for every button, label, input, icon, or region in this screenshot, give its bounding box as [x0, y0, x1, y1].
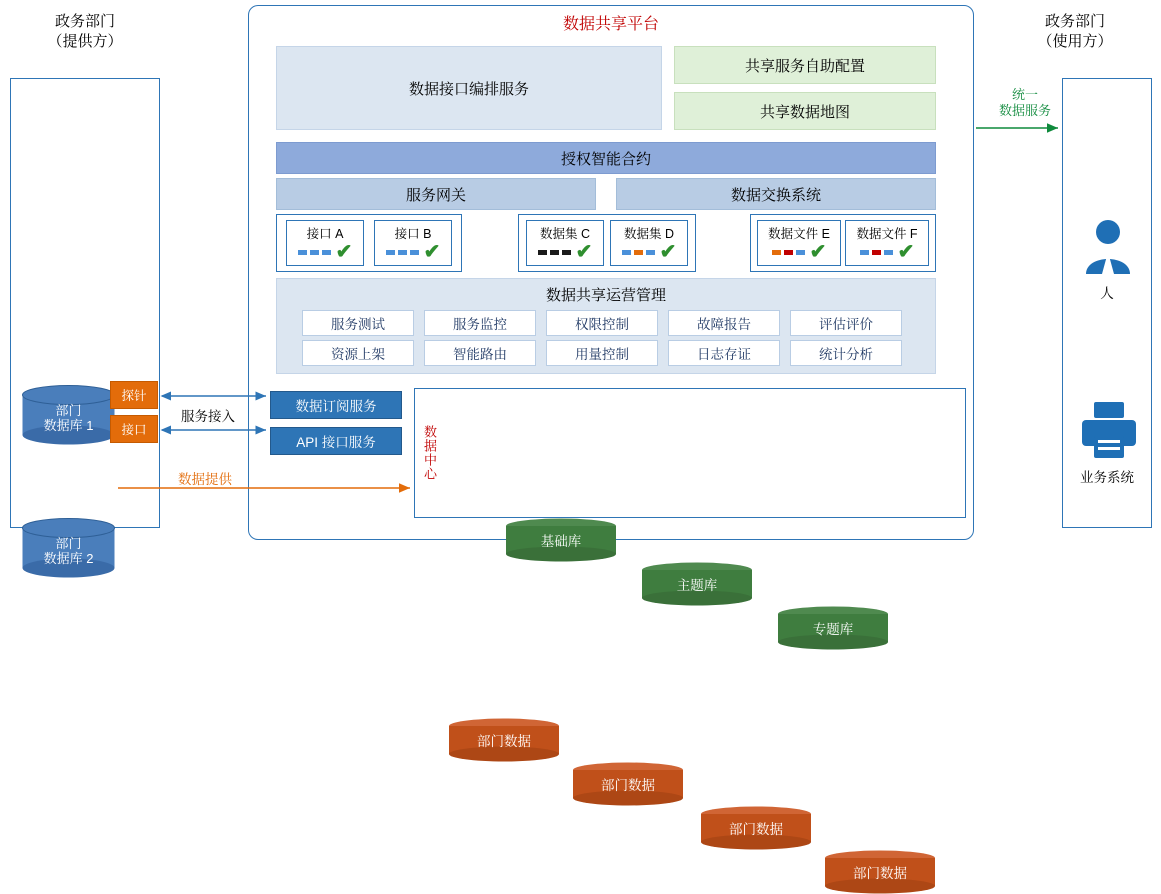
- ops-cell-usage-control[interactable]: 用量控制: [546, 340, 658, 366]
- check-icon: ✔: [809, 241, 827, 263]
- special-store-cylinder: [777, 606, 889, 650]
- orchestration-service-box: 数据接口编排服务: [276, 46, 662, 130]
- theme-store-label: 主题库: [676, 578, 718, 593]
- dash-2: [872, 250, 881, 255]
- ops-cell-smart-routing[interactable]: 智能路由: [424, 340, 536, 366]
- dataset-d-item: [610, 220, 688, 266]
- dept-database-2: [22, 518, 115, 578]
- left-dept-title: [10, 8, 160, 56]
- right-dept-title-line2: （使用方）: [1037, 33, 1113, 50]
- business-system-label: 业务系统: [1080, 470, 1134, 485]
- interface-b-label: 接口 B: [394, 227, 432, 241]
- check-icon: ✔: [575, 241, 593, 263]
- self-config-box: 共享服务自助配置: [674, 46, 936, 84]
- smart-contract-box: 授权智能合约: [276, 142, 936, 174]
- ops-cell-service-monitor[interactable]: 服务监控: [424, 310, 536, 336]
- ops-cell-resource-publish[interactable]: 资源上架: [302, 340, 414, 366]
- unified-service-label: [985, 85, 1065, 121]
- interface-box: [110, 415, 158, 443]
- interface-a-status: [287, 241, 363, 263]
- dataset-c-label: 数据集 C: [539, 227, 590, 241]
- probe-box: [110, 381, 158, 409]
- data-center-label: 数据中心: [422, 425, 437, 481]
- dept-database-2-line1: 部门: [55, 536, 82, 551]
- interface-a-label: 接口 A: [306, 227, 344, 241]
- datafile-f-label: 数据文件 F: [856, 227, 918, 241]
- ops-cell-permission[interactable]: 权限控制: [546, 310, 658, 336]
- right-dept-title: [1000, 8, 1150, 56]
- dash-3: [646, 250, 655, 255]
- base-store-label: 基础库: [540, 534, 582, 549]
- exchange-system-box: 数据交换系统: [616, 178, 936, 210]
- datafile-f-item: [845, 220, 929, 266]
- dept-data-cylinder-3: [700, 806, 812, 850]
- business-system-icon: [1080, 400, 1138, 460]
- ops-cell-log-evidence[interactable]: 日志存证: [668, 340, 780, 366]
- dash-3: [322, 250, 331, 255]
- dept-data-label-4: 部门数据: [853, 866, 907, 881]
- dataset-d-status: [611, 241, 687, 263]
- ops-cell-evaluation[interactable]: 评估评价: [790, 310, 902, 336]
- dash-1: [772, 250, 781, 255]
- service-gateway-box: 服务网关: [276, 178, 596, 210]
- interface-a-item: [286, 220, 364, 266]
- data-provide-label: 数据提供: [178, 472, 232, 487]
- ops-title: 数据共享运营管理: [545, 286, 666, 304]
- datafile-e-label: 数据文件 E: [768, 227, 830, 241]
- dataset-d-label: 数据集 D: [623, 227, 674, 241]
- person-label: 人: [1100, 286, 1114, 301]
- datafile-e-status: [758, 241, 840, 263]
- interface-label: 接口: [121, 423, 147, 437]
- datafile-f-status: [846, 241, 928, 263]
- check-icon: ✔: [897, 241, 915, 263]
- dataset-c-status: [527, 241, 603, 263]
- left-dept-box: [10, 78, 160, 528]
- dash-3: [796, 250, 805, 255]
- right-dept-box: [1062, 78, 1152, 528]
- dept-data-cylinder-4: [824, 850, 936, 894]
- unified-service-label-line2: 数据服务: [998, 103, 1051, 118]
- dash-2: [398, 250, 407, 255]
- probe-label: 探针: [121, 389, 147, 403]
- dash-2: [310, 250, 319, 255]
- dept-data-label-2: 部门数据: [601, 778, 655, 793]
- dash-3: [562, 250, 571, 255]
- dept-database-1-line2: 数据库 1: [43, 418, 94, 433]
- check-icon: ✔: [659, 241, 677, 263]
- dash-2: [784, 250, 793, 255]
- dash-1: [860, 250, 869, 255]
- dash-1: [298, 250, 307, 255]
- check-icon: ✔: [423, 241, 441, 263]
- ops-cell-service-test[interactable]: 服务测试: [302, 310, 414, 336]
- person-icon: [1080, 218, 1136, 278]
- dataset-c-item: [526, 220, 604, 266]
- dash-1: [622, 250, 631, 255]
- dept-data-cylinder-1: [448, 718, 560, 762]
- theme-store-cylinder: [641, 562, 753, 606]
- left-dept-title-line2: （提供方）: [47, 33, 123, 50]
- dash-1: [538, 250, 547, 255]
- data-center-label-wrap: [418, 395, 440, 511]
- ops-cell-fault-report[interactable]: 故障报告: [668, 310, 780, 336]
- check-icon: ✔: [335, 241, 353, 263]
- data-center-frame: [414, 388, 966, 518]
- dept-data-label-1: 部门数据: [477, 734, 531, 749]
- dept-data-cylinder-2: [572, 762, 684, 806]
- dept-database-2-line2: 数据库 2: [43, 551, 94, 566]
- unified-service-label-line1: 统一: [1011, 87, 1038, 102]
- interface-b-item: [374, 220, 452, 266]
- dash-2: [550, 250, 559, 255]
- platform-title: 数据共享平台: [562, 15, 659, 33]
- service-access-label: 服务接入: [181, 409, 235, 424]
- special-store-label: 专题库: [812, 622, 854, 637]
- dept-data-label-3: 部门数据: [729, 822, 783, 837]
- dash-3: [410, 250, 419, 255]
- data-map-box: 共享数据地图: [674, 92, 936, 130]
- dash-1: [386, 250, 395, 255]
- dash-3: [884, 250, 893, 255]
- interface-b-status: [375, 241, 451, 263]
- dash-2: [634, 250, 643, 255]
- dept-database-1: [22, 385, 115, 445]
- api-service-box: API 接口服务: [270, 427, 402, 455]
- left-dept-title-line1: 政务部门: [54, 13, 115, 30]
- datafile-e-item: [757, 220, 841, 266]
- dept-database-1-line1: 部门: [55, 403, 82, 418]
- right-dept-title-line1: 政务部门: [1044, 13, 1105, 30]
- ops-cell-statistics[interactable]: 统计分析: [790, 340, 902, 366]
- data-subscribe-service-box: 数据订阅服务: [270, 391, 402, 419]
- base-store-cylinder: [505, 518, 617, 562]
